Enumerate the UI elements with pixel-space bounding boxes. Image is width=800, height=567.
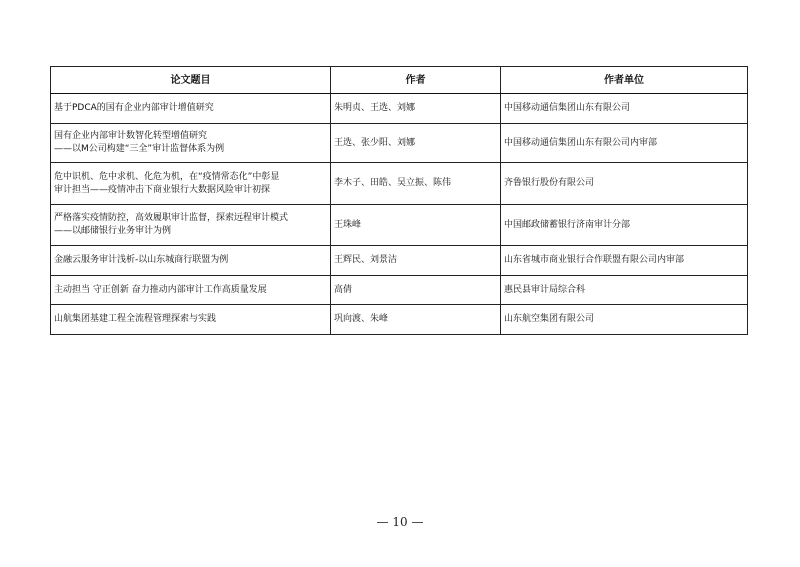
paper-list-sheet xyxy=(50,66,747,335)
table-row xyxy=(51,163,748,205)
paper-title-cell xyxy=(51,124,331,163)
table-row xyxy=(51,276,748,305)
header-author-unit: 作者单位 xyxy=(501,67,748,94)
table-row xyxy=(51,205,748,246)
unit-cell: 山东航空集团有限公司 xyxy=(501,305,748,335)
author-cell: 高倩 xyxy=(331,276,501,305)
paper-title-line: 危中识机、危中求机、化危为机，在“疫情常态化”中彰显 xyxy=(54,171,280,182)
page-number: — 10 — xyxy=(376,515,424,529)
unit-cell: 中国移动通信集团山东有限公司 xyxy=(501,94,748,124)
paper-list-table xyxy=(50,66,748,335)
author-cell: 王辉民、刘景洁 xyxy=(331,246,501,276)
paper-title-line: 审计担当——疫情冲击下商业银行大数据风险审计初探 xyxy=(54,184,271,195)
paper-title-line: 主动担当 守正创新 奋力推动内部审计工作高质量发展 xyxy=(54,284,267,295)
table-row xyxy=(51,94,748,124)
header-paper-title: 论文题目 xyxy=(51,67,331,94)
author-cell: 王珠峰 xyxy=(331,205,501,246)
author-cell: 朱明贞、王选、刘娜 xyxy=(331,94,501,124)
unit-cell: 齐鲁银行股份有限公司 xyxy=(501,163,748,205)
unit-cell: 中国移动通信集团山东有限公司内审部 xyxy=(501,124,748,163)
table-row xyxy=(51,124,748,163)
author-cell: 李木子、田皓、吴立振、陈伟 xyxy=(331,163,501,205)
paper-title-line: 严格落实疫情防控，高效履职审计监督，探索远程审计模式 xyxy=(54,213,289,223)
table-header-row xyxy=(51,67,748,94)
author-cell: 巩向渡、朱峰 xyxy=(331,305,501,335)
paper-title-line: 金融云服务审计浅析-以山东城商行联盟为例 xyxy=(54,255,229,265)
unit-cell: 惠民县审计局综合科 xyxy=(501,276,748,305)
table-row xyxy=(51,305,748,335)
unit-cell: 中国邮政储蓄银行济南审计分部 xyxy=(501,205,748,246)
header-author: 作者 xyxy=(331,67,501,94)
author-cell: 王选、张少阳、刘娜 xyxy=(331,124,501,163)
paper-title-cell xyxy=(51,205,331,246)
paper-title-line: 山航集团基建工程全流程管理探索与实践 xyxy=(54,314,217,324)
paper-title-cell xyxy=(51,246,331,276)
paper-title-line: 基于PDCA的国有企业内部审计增值研究 xyxy=(54,103,214,113)
paper-title-line: 国有企业内部审计数智化转型增值研究 xyxy=(54,131,208,141)
paper-subtitle-line: ——以M公司构建“三全”审计监督体系为例 xyxy=(54,144,225,154)
paper-title-cell xyxy=(51,94,331,124)
paper-title-cell xyxy=(51,163,331,205)
unit-cell: 山东省城市商业银行合作联盟有限公司内审部 xyxy=(501,246,748,276)
paper-title-cell xyxy=(51,276,331,305)
table-row xyxy=(51,246,748,276)
paper-title-cell xyxy=(51,305,331,335)
paper-subtitle-line: ——以邮储银行业务审计为例 xyxy=(54,226,172,236)
